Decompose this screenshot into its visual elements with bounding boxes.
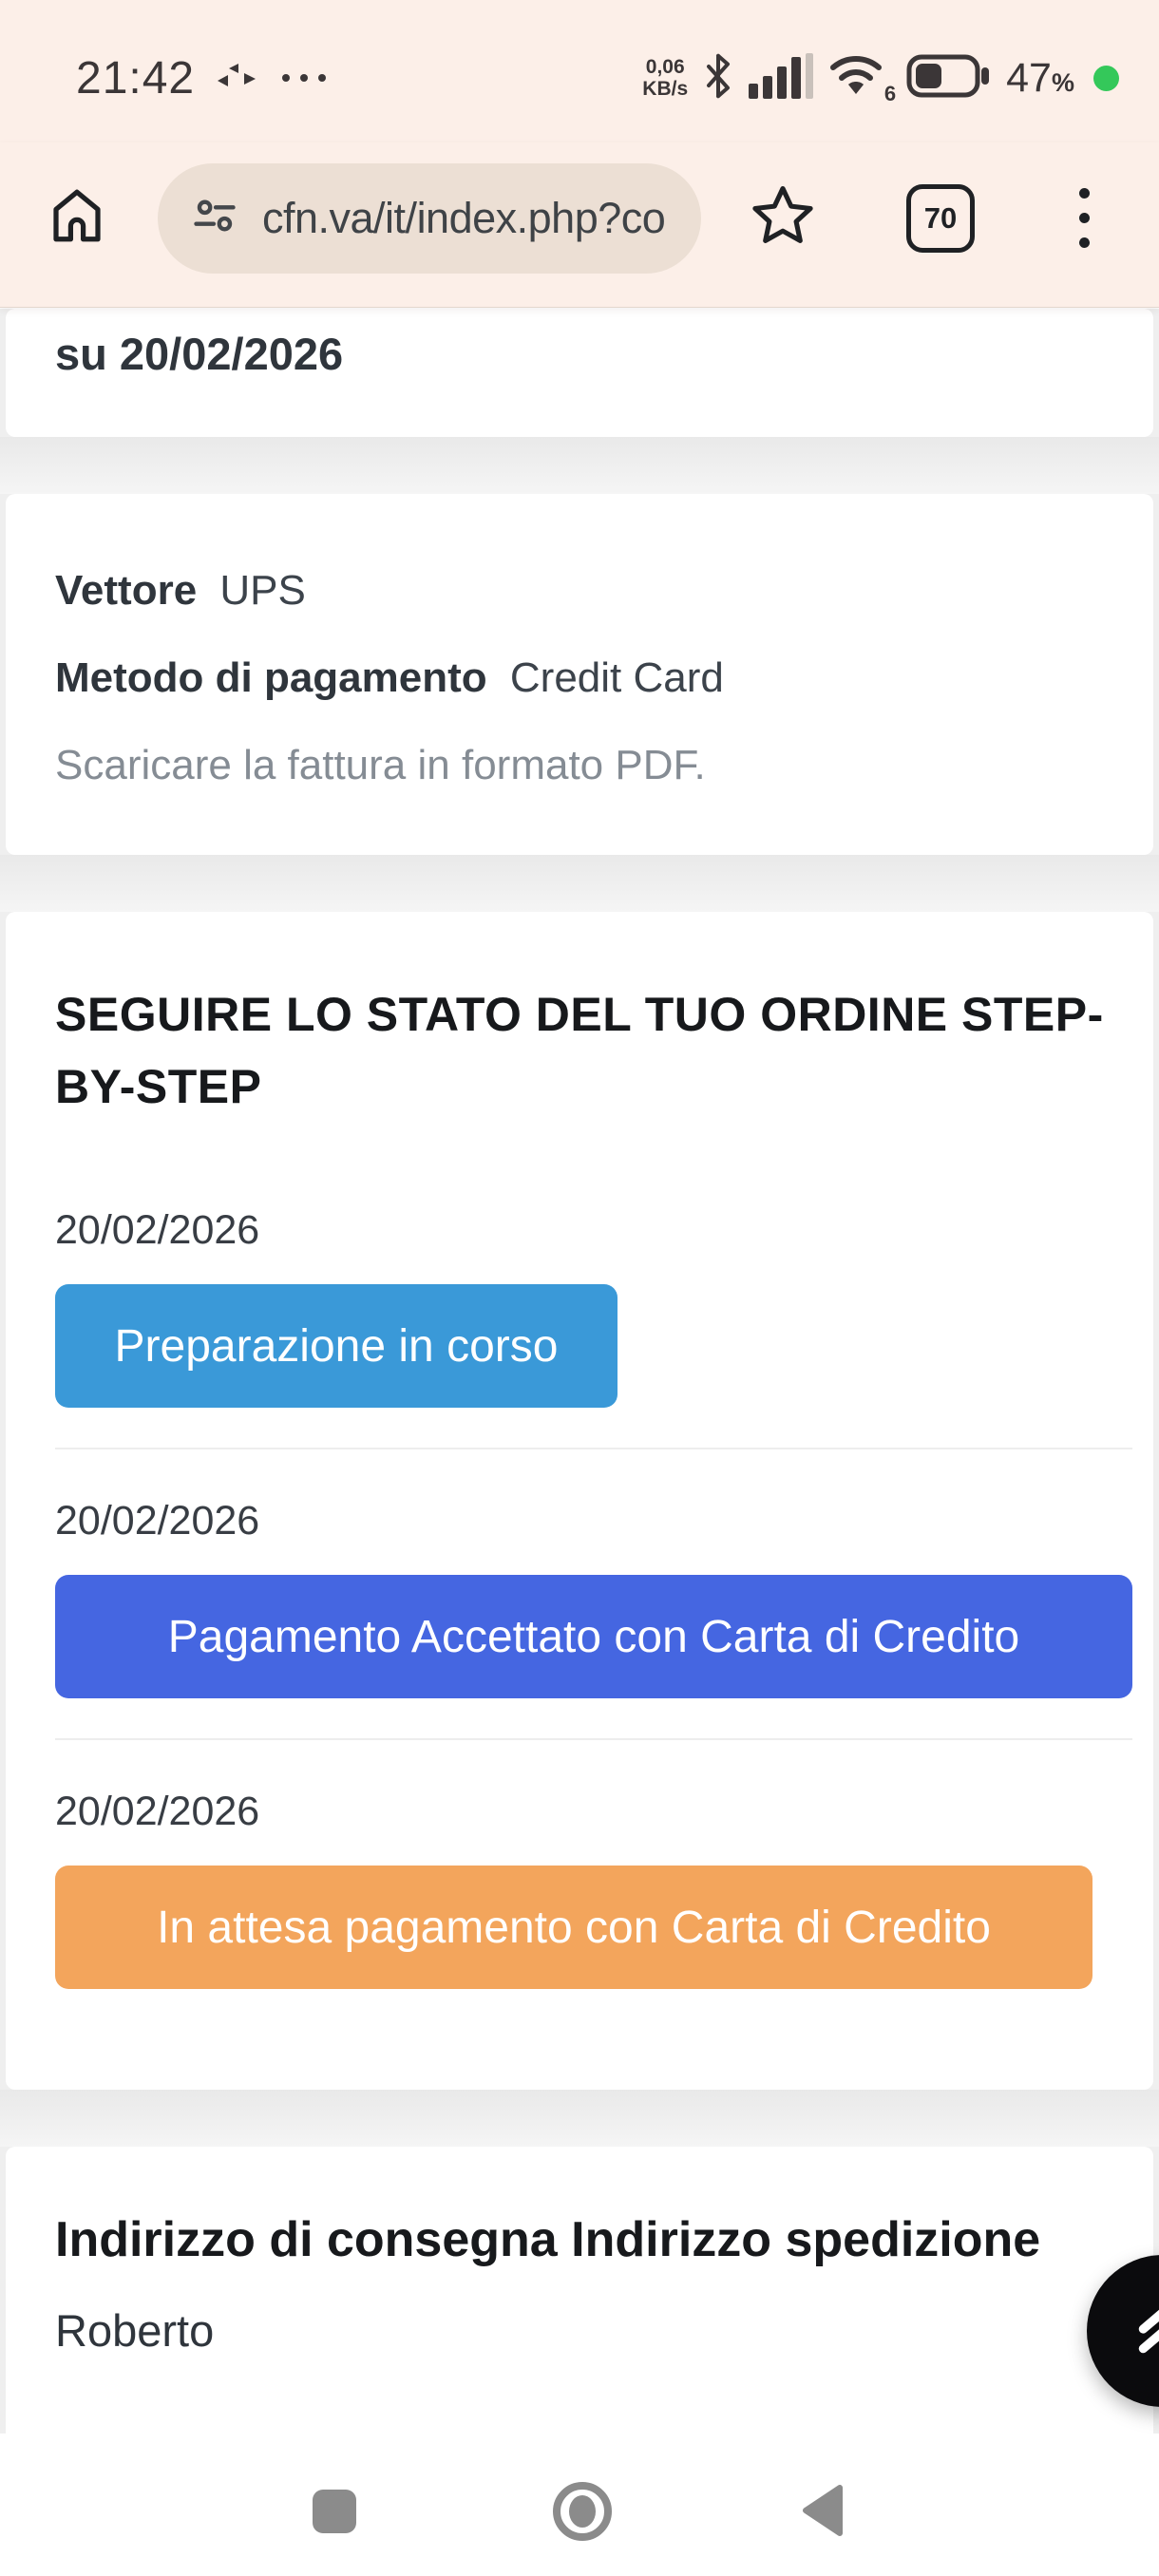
url-bar[interactable] xyxy=(158,163,701,274)
order-status-timeline xyxy=(55,1203,1132,1989)
webpage-content xyxy=(0,309,1159,2576)
payment-method-label: Metodo di pagamento xyxy=(55,654,487,701)
browser-toolbar xyxy=(0,142,1159,308)
clock: 21:42 xyxy=(76,52,196,104)
recipient-name: Roberto xyxy=(55,2305,215,2356)
payment-method-row xyxy=(55,635,1132,722)
order-status-badge: Pagamento Accettato con Carta di Credito xyxy=(55,1575,1132,1698)
bookmark-star-button[interactable] xyxy=(749,181,817,255)
home-button[interactable] xyxy=(46,184,108,252)
wifi-icon xyxy=(829,54,897,105)
data-transfer-arrows-icon xyxy=(216,62,257,95)
invoice-note: Scaricare la fattura in formato PDF. xyxy=(55,742,706,788)
timeline-date: 20/02/2026 xyxy=(55,1498,260,1544)
charging-indicator-dot xyxy=(1093,66,1119,91)
network-speed: 0,06 KB/s xyxy=(642,56,689,100)
back-button[interactable] xyxy=(800,2484,844,2542)
site-settings-icon[interactable] xyxy=(190,191,239,245)
tab-switcher-button[interactable]: 70 xyxy=(906,184,975,253)
timeline-date: 20/02/2026 xyxy=(55,1789,260,1834)
order-status-card xyxy=(6,912,1153,2090)
card-gap xyxy=(0,437,1159,494)
order-date-card xyxy=(6,309,1153,437)
shipping-address-heading: Indirizzo di consegna Indirizzo spedizione xyxy=(55,2212,1041,2267)
battery-icon xyxy=(906,54,990,103)
recent-apps-button[interactable] xyxy=(313,2490,356,2533)
timeline-divider xyxy=(55,1448,1132,1449)
notification-dots-icon xyxy=(282,74,326,82)
order-status-badge: Preparazione in corso xyxy=(55,1284,618,1408)
carrier-row xyxy=(55,547,1132,635)
home-nav-button[interactable] xyxy=(551,2480,614,2548)
timeline-divider xyxy=(55,1738,1132,1740)
order-info-card xyxy=(6,494,1153,855)
carrier-value: UPS xyxy=(219,567,306,614)
card-gap xyxy=(0,855,1159,912)
order-status-heading: SEGUIRE LO STATO DEL TUO ORDINE STEP-BY-STEP xyxy=(55,988,1104,1113)
browser-menu-button[interactable] xyxy=(1079,188,1090,248)
bluetooth-icon xyxy=(704,53,732,104)
wifi-band-label: 6 xyxy=(884,81,897,105)
url-text: cfn.va/it/index.php?co xyxy=(262,193,666,242)
cellular-signal-icon xyxy=(749,53,813,104)
carrier-label: Vettore xyxy=(55,567,198,614)
double-chevron-up-icon xyxy=(1131,2298,1159,2365)
payment-method-value: Credit Card xyxy=(509,654,724,701)
android-navigation-bar xyxy=(0,2434,1159,2576)
card-gap xyxy=(0,2090,1159,2147)
timeline-date: 20/02/2026 xyxy=(55,1207,260,1253)
status-bar xyxy=(0,0,1159,142)
order-date-line: su 20/02/2026 xyxy=(55,329,344,379)
battery-percent: 47% xyxy=(1006,54,1074,101)
order-status-badge: In attesa pagamento con Carta di Credito xyxy=(55,1866,1092,1989)
